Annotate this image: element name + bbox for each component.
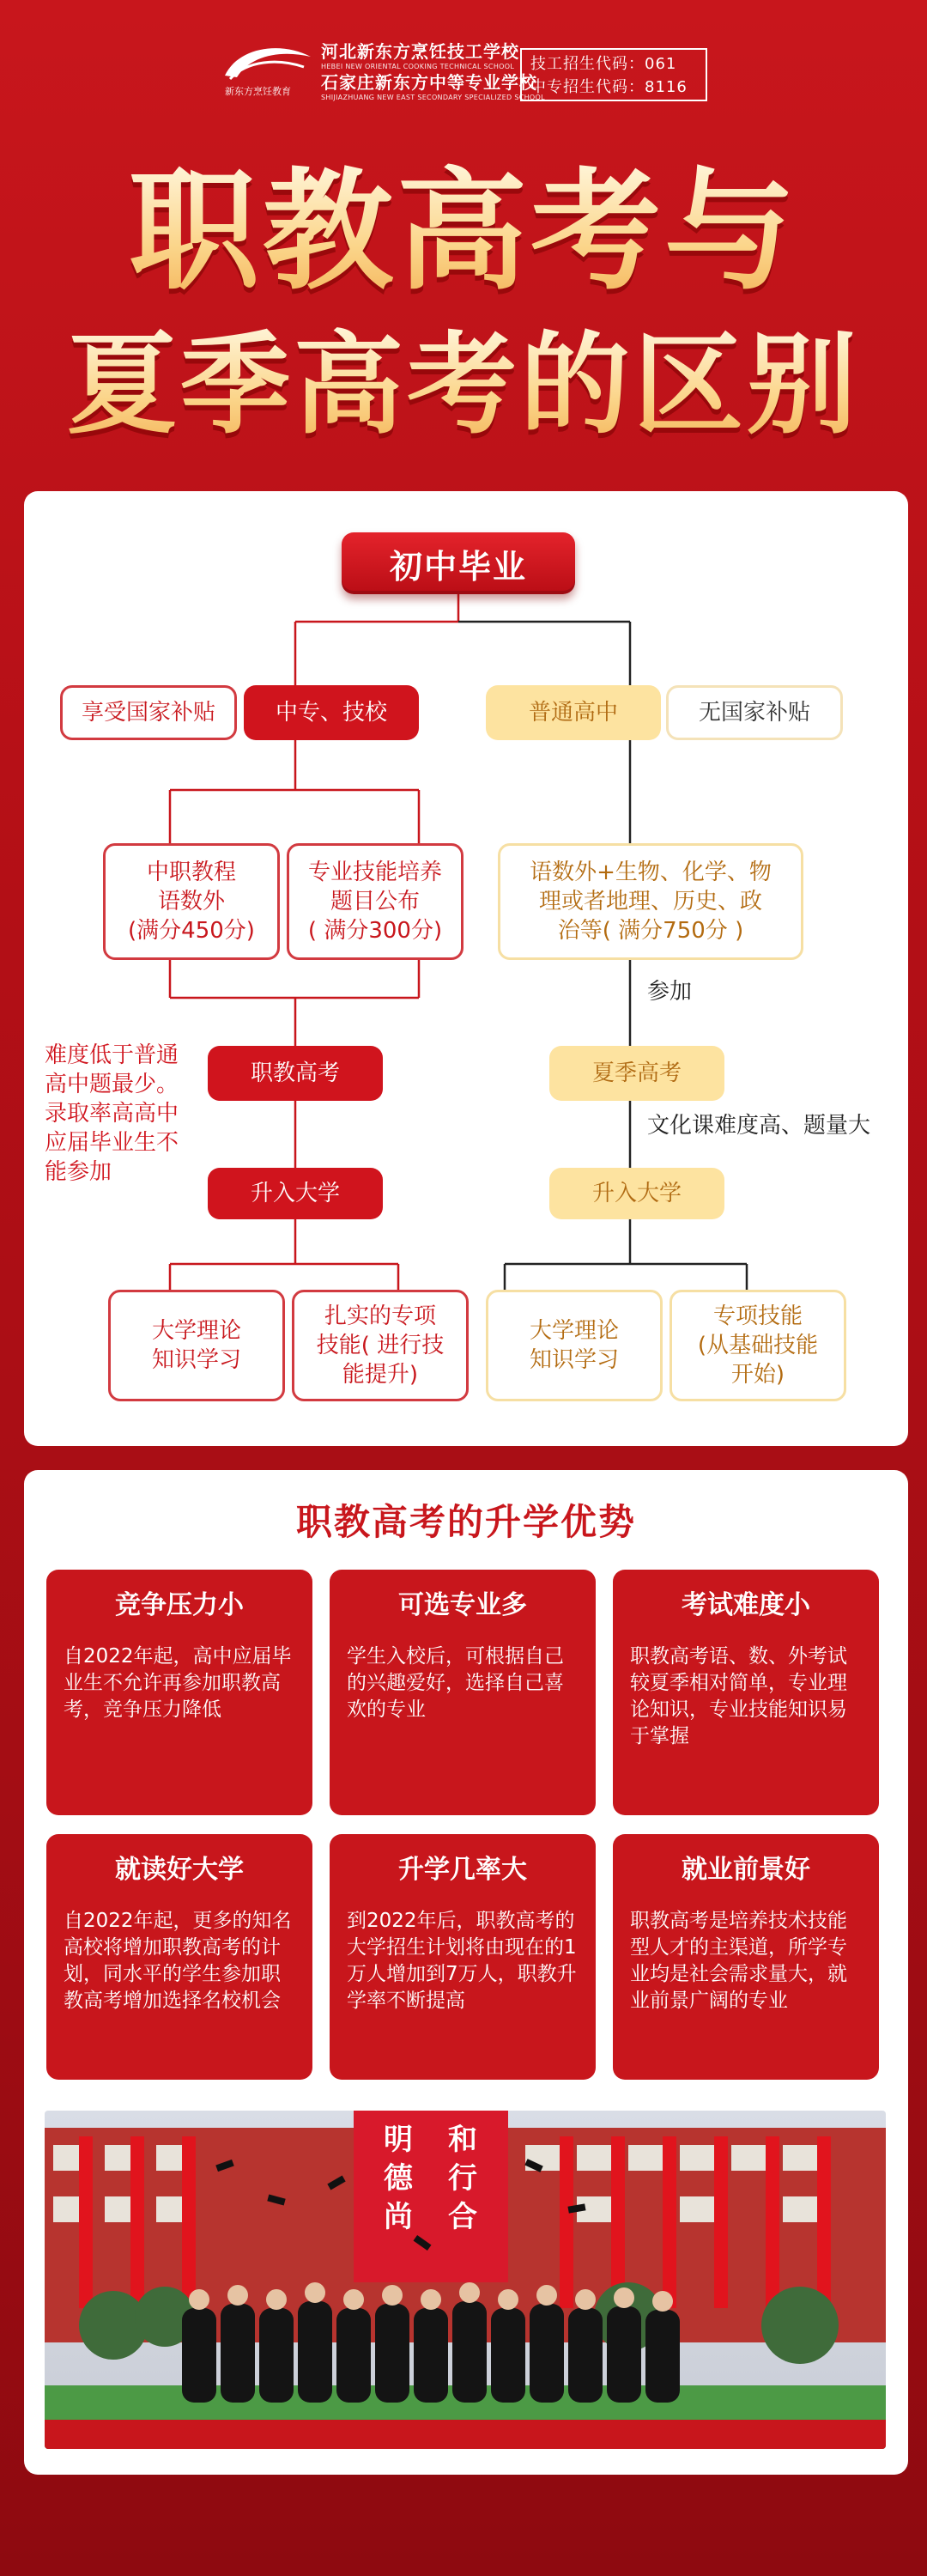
advantage-heading: 考试难度小 [682, 1590, 810, 1620]
node-text-line: 题目公布 [330, 889, 420, 914]
advantage-body: 学生入校后，可根据自己的兴趣爱好，选择自己喜欢的专业 [347, 1645, 564, 1721]
advantage-card [330, 1570, 596, 1815]
node-text-line: 知识学习 [151, 1347, 241, 1373]
node-text-line: 中职教程 [146, 860, 236, 885]
node-text-line: 能提升) [342, 1362, 419, 1388]
node-text-line: 专项技能 [712, 1303, 803, 1329]
node-text-line: ( 满分300分) [307, 918, 443, 944]
technical-school-code: 技工招生代码：061 [530, 55, 677, 73]
node-general-subjects [498, 843, 803, 960]
note-line: 难度低于普通 [45, 1042, 179, 1068]
advantage-heading: 就业前景好 [682, 1855, 810, 1885]
school-name-2-en: SHIJIAZHUANG NEW EAST SECONDARY SPECIALIZED SCHOOL [321, 94, 545, 101]
node-text-line: 大学理论 [529, 1318, 619, 1344]
banner-char: 明 [384, 2123, 413, 2157]
advantage-body: 职教高考是培养技术技能型人才的主渠道，所学专业均是社会需求量大，就业前景广阔的专业 [630, 1910, 847, 2012]
advantage-body: 自2022年起，高中应届毕业生不允许再参加职教高考，竞争压力降低 [64, 1645, 292, 1721]
advantage-card [46, 1570, 312, 1815]
node-left-theory [108, 1290, 285, 1401]
school-name-1: 河北新东方烹饪技工学校 [321, 41, 519, 62]
node-text-line: 扎实的专项 [324, 1303, 436, 1329]
banner-char: 德 [384, 2161, 413, 2196]
node-vocational-curriculum [103, 843, 280, 960]
title-line-2: 夏季高考的区别 [0, 322, 927, 449]
advantage-card [613, 1834, 879, 2080]
banner-char: 尚 [384, 2200, 413, 2234]
advantages-title: 职教高考的升学优势 [295, 1501, 636, 1543]
node-vocational-school: 中专、技校 [244, 685, 419, 740]
note-line: 能参加 [45, 1159, 112, 1185]
graduation-photo-illustration [45, 2111, 886, 2449]
advantage-card [613, 1570, 879, 1815]
advantage-body: 到2022年后，职教高考的大学招生计划将由现在的1万人增加到7万人，职教升学率不断提高 [347, 1910, 577, 2012]
admission-codes [520, 48, 707, 101]
advantage-body: 职教高考语、数、外考试较夏季相对简单，专业理论知识，专业技能知识易于掌握 [630, 1645, 847, 1747]
node-text-line: 专业技能培养 [307, 860, 442, 885]
note-line: 应届毕业生不 [45, 1130, 179, 1156]
node-text-line: 开始) [730, 1362, 785, 1388]
advantage-heading: 升学几率大 [398, 1855, 527, 1885]
node-text-line: 治等( 满分750分 ) [557, 918, 744, 944]
node-skills-training [287, 843, 464, 960]
node-summer-exam: 夏季高考 [549, 1046, 724, 1101]
title-line-1: 职教高考与 [0, 159, 927, 305]
graduation-photo [45, 2111, 886, 2449]
school-logo [221, 41, 316, 105]
advantage-card [330, 1834, 596, 2080]
banner-char: 合 [448, 2200, 477, 2234]
node-text-line: 知识学习 [529, 1347, 619, 1373]
node-state-subsidy: 享受国家补贴 [60, 685, 237, 740]
summer-exam-note: 文化课难度高、题量大 [647, 1113, 871, 1139]
banner-char: 行 [448, 2161, 477, 2196]
node-right-skills [670, 1290, 846, 1401]
school-name-1-en: HEBEI NEW ORIENTAL COOKING TECHNICAL SCHOOL [321, 63, 515, 70]
node-text-line: (从基础技能 [697, 1333, 819, 1358]
node-text-line: 技能( 进行技 [316, 1333, 445, 1358]
advantage-heading: 竞争压力小 [115, 1590, 244, 1620]
school-names [321, 41, 545, 103]
node-right-theory [486, 1290, 663, 1401]
node-text-line: 语数外+生物、化学、物 [530, 860, 772, 885]
school-name-2: 石家庄新东方中等专业学校 [321, 72, 537, 93]
advantage-heading: 就读好大学 [115, 1855, 244, 1885]
banner-char: 和 [448, 2123, 477, 2157]
node-vocational-exam: 职教高考 [208, 1046, 383, 1101]
node-left-skills [292, 1290, 469, 1401]
advantage-body: 自2022年起，更多的知名高校将增加职教高考的计划，同水平的学生参加职教高考增加选择名校机会 [64, 1910, 292, 2012]
node-left-university: 升入大学 [208, 1168, 383, 1219]
node-text-line: 语数外 [157, 889, 225, 914]
advantage-card [46, 1834, 312, 2080]
node-right-university: 升入大学 [549, 1168, 724, 1219]
note-line: 录取率高高中 [45, 1101, 179, 1127]
root-node-junior-high: 初中毕业 [342, 532, 575, 594]
node-text-line: 大学理论 [151, 1318, 241, 1344]
advantage-heading: 可选专业多 [398, 1590, 527, 1620]
join-note: 参加 [647, 979, 693, 1005]
logo-text: 新东方烹饪教育 [225, 86, 291, 97]
node-no-subsidy: 无国家补贴 [666, 685, 843, 740]
vocational-exam-note [45, 1041, 208, 1187]
note-line: 高中题最少。 [45, 1072, 179, 1097]
node-text-line: (满分450分) [128, 918, 255, 944]
secondary-school-code: 中专招生代码：8116 [530, 78, 688, 96]
comparison-flowchart [24, 491, 908, 1446]
header [0, 0, 927, 137]
node-text-line: 理或者地理、历史、政 [538, 889, 762, 914]
node-regular-high-school: 普通高中 [486, 685, 661, 740]
